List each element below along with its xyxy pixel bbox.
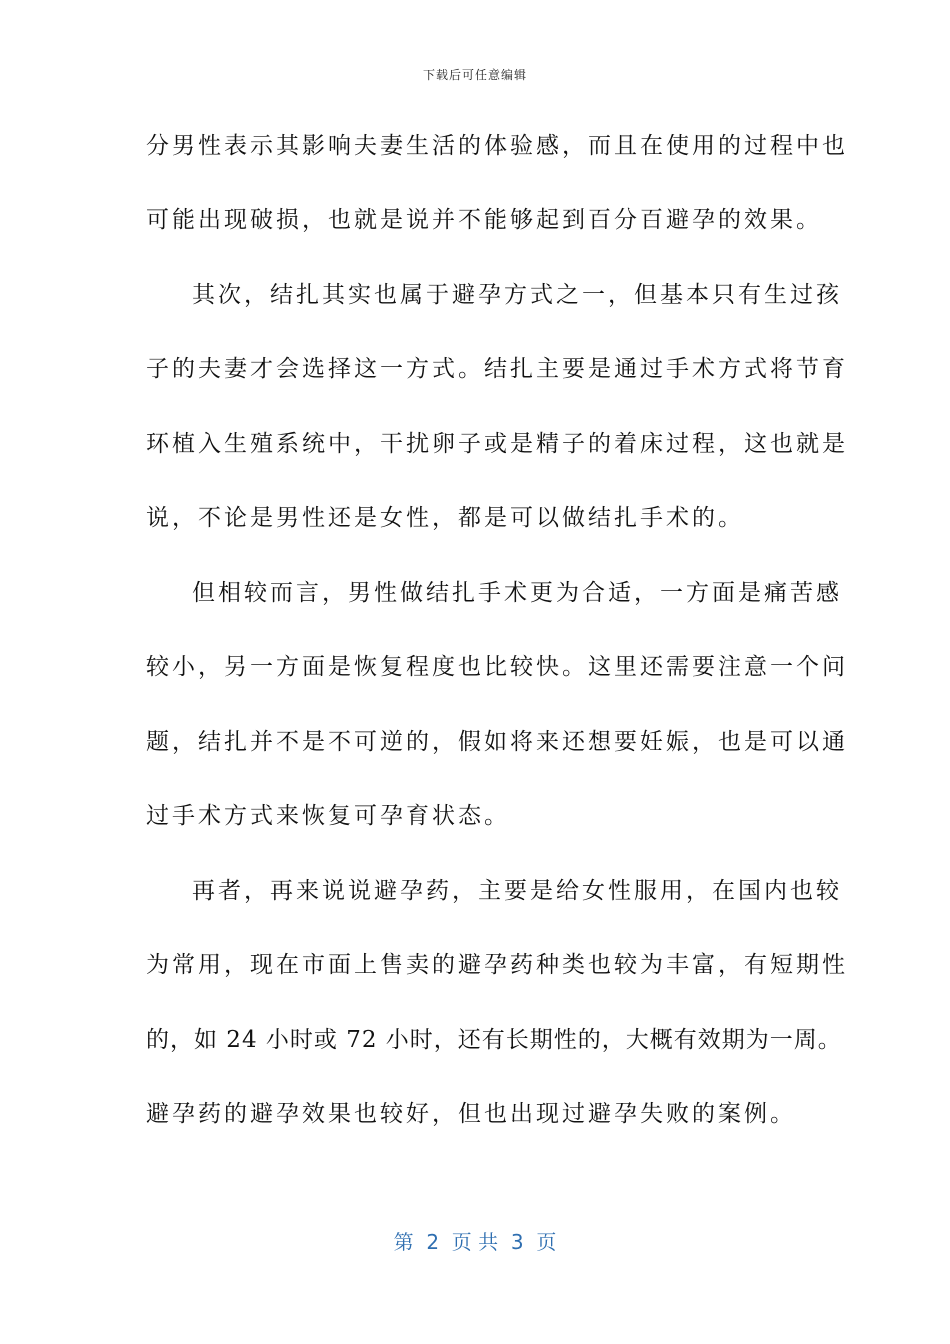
paragraph-indent-line-7: 但相较而言，男性做结扎手术更为合适，一方面是痛苦感 [192, 580, 842, 606]
text-line-2: 可能出现破损，也就是说并不能够起到百分百避孕的效果。 [146, 207, 822, 233]
text-line-1: 分男性表示其影响夫妻生活的体验感，而且在使用的过程中也 [146, 133, 848, 159]
text-line-13: 的，如 24 小时或 72 小时，还有长期性的，大概有效期为一周。 [146, 1027, 842, 1053]
text-line-9: 题，结扎并不是不可逆的，假如将来还想要妊娠，也是可以通 [146, 729, 848, 755]
text-line-8: 较小，另一方面是恢复程度也比较快。这里还需要注意一个问 [146, 654, 848, 680]
text-line-4: 子的夫妻才会选择这一方式。结扎主要是通过手术方式将节育 [146, 356, 848, 382]
paragraph-indent-line-3: 其次，结扎其实也属于避孕方式之一，但基本只有生过孩 [192, 282, 842, 308]
text-line-5: 环植入生殖系统中，干扰卵子或是精子的着床过程，这也就是 [146, 431, 848, 457]
page-header: 下载后可任意编辑 [422, 68, 527, 82]
text-line-10: 过手术方式来恢复可孕育状态。 [146, 803, 510, 829]
text-line-6: 说，不论是男性还是女性，都是可以做结扎手术的。 [146, 505, 744, 531]
text-line-14: 避孕药的避孕效果也较好，但也出现过避孕失败的案例。 [146, 1101, 796, 1127]
page-number-footer: 第 2 页 共 3 页 [393, 1230, 557, 1254]
paragraph-indent-line-11: 再者，再来说说避孕药，主要是给女性服用，在国内也较 [192, 878, 842, 904]
text-line-12: 为常用，现在市面上售卖的避孕药种类也较为丰富，有短期性 [146, 952, 848, 978]
